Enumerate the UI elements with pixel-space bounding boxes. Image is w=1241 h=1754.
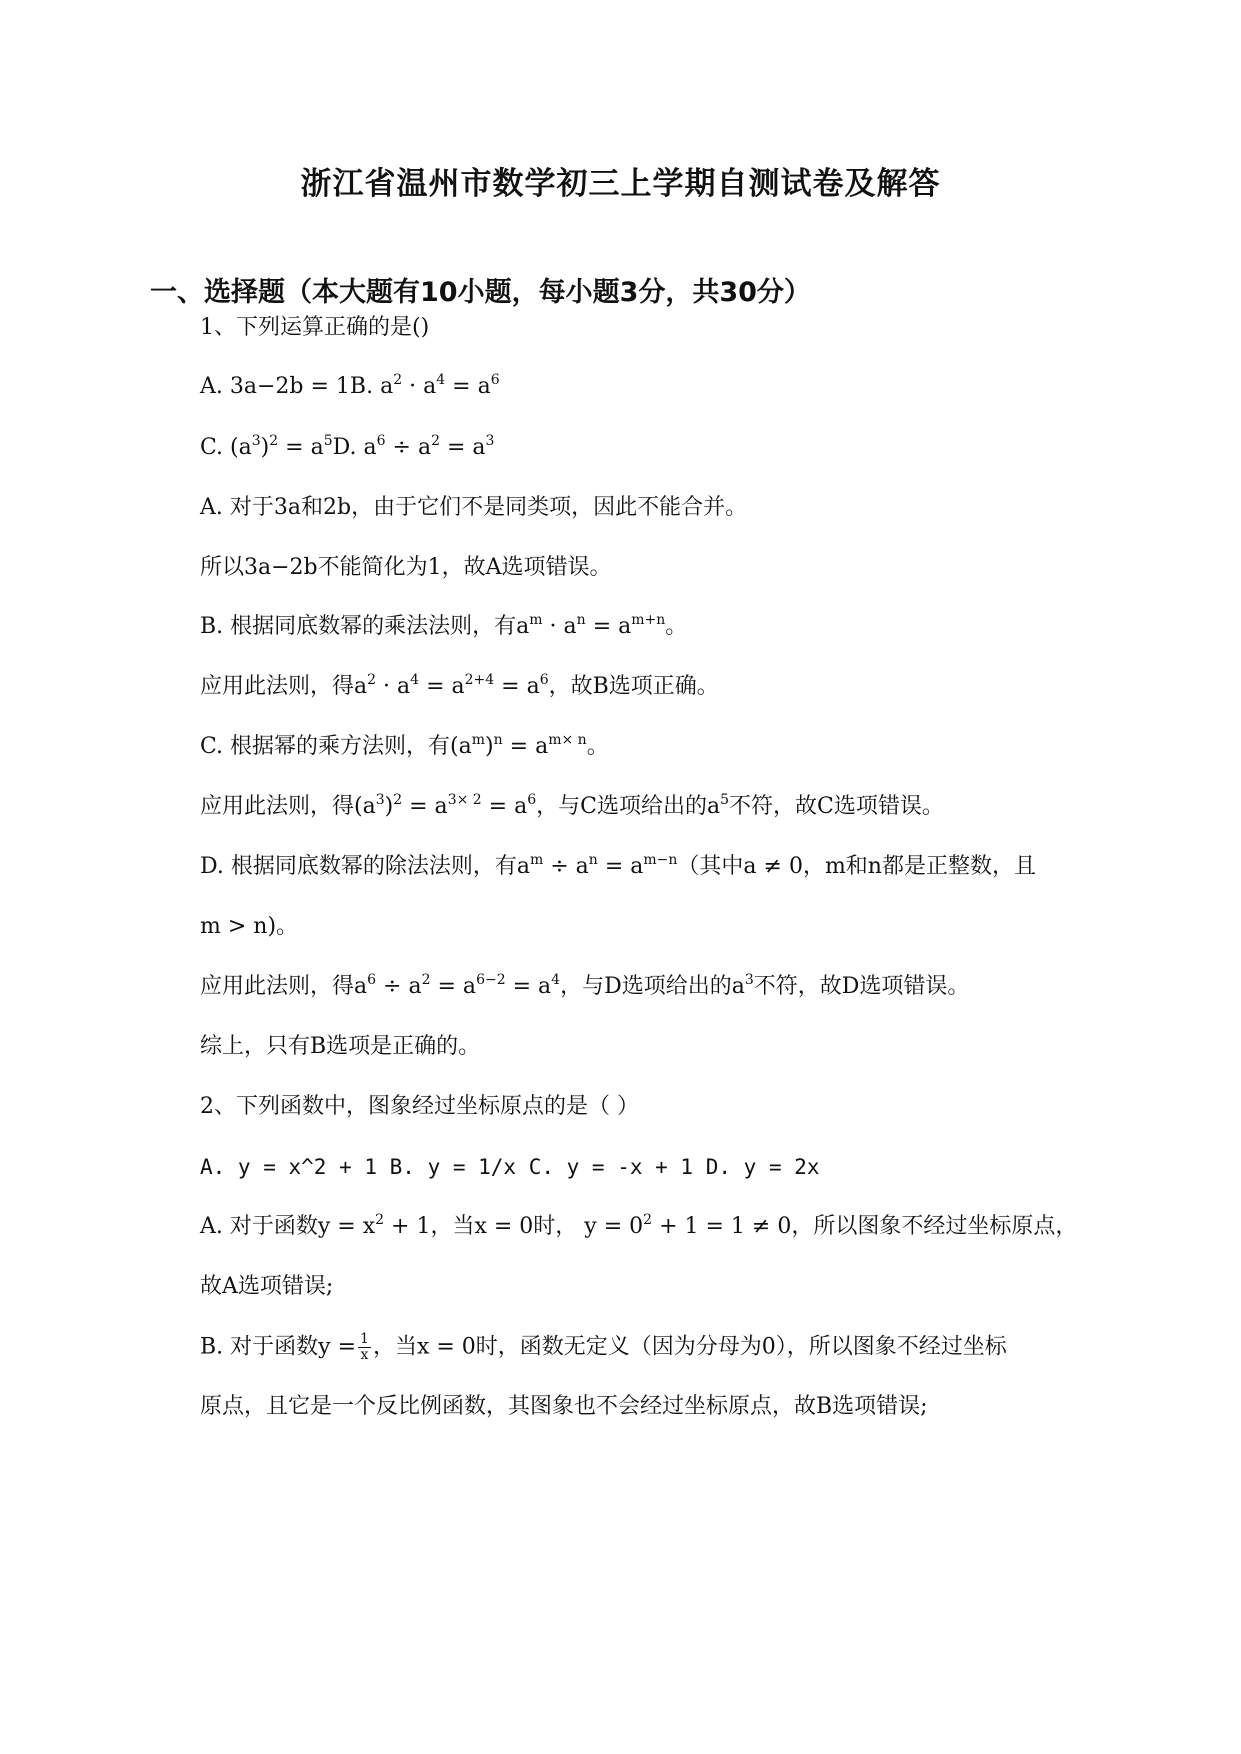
fraction-one-over-x: $\frac{1}{x}$ (360, 1331, 369, 1363)
question-1-options-ab: A. 3a−2b = 1B. $a^2 \cdot a^4 = a^6$ (200, 372, 500, 399)
question-2-stem: 2、下列函数中，图象经过坐标原点的是（ ） (200, 1094, 639, 1119)
answer-b-line-2: 应用此法则，得$a^2 \cdot a^4 = a^{2+4} = a^6$，故B选项正确。 (200, 672, 719, 699)
answer-d-line-1: D. 根据同底数幂的除法法则，有$a^m \div a^n = a^{m-n}$（其中a ≠ 0，m和n都是正整数，且 (200, 852, 1036, 879)
page-title: 浙江省温州市数学初三上学期自测试卷及解答 (300, 166, 941, 202)
question-2-answer-a-line-2: 故A选项错误; (200, 1274, 334, 1299)
question-1-options-cd: C. $(a^3)^2 = a^5D$. $a^6 \div a^2 = a^3$ (200, 433, 495, 460)
question-2-answer-a-line-1: A. 对于函数$y = x^2 + 1$，当x = 0时， $y = 0^2 + 1 = 1 \ne 0$，所以图象不经过坐标原点， (200, 1212, 1078, 1239)
answer-d-line-3: 应用此法则，得$a^6 \div a^2 = a^{6-2} = a^4$，与D选项给出的$a^3$不符，故D选项错误。 (200, 972, 970, 999)
question-2-answer-b-line-1: B. 对于函数y = $\frac{1}{x}$ ，当x = 0时，函数无定义（因为分母为0），所以图象不经过坐标 (200, 1331, 1007, 1363)
answer-c-line-2: 应用此法则，得$(a^3)^2 = a^{3\times 2} = a^6$，与C选项给出的$a^5$不符，故C选项错误。 (200, 792, 944, 819)
section-heading: 一、选择题（本大题有10小题，每小题3分，共30分） (150, 277, 811, 308)
question-2-answer-b-line-2: 原点，且它是一个反比例函数，其图象也不会经过坐标原点，故B选项错误; (200, 1394, 928, 1419)
answer-d-line-2: m > n)。 (200, 914, 299, 939)
question-1-stem: 1、下列运算正确的是() (200, 315, 430, 340)
answer-a-line-2: 所以3a−2b不能简化为1，故A选项错误。 (200, 555, 612, 580)
answer-c-line-1: C. 根据幂的乘方法则，有$(a^m)^n = a^{m\times n}$。 (200, 732, 609, 759)
question-2-options: A. y = x^2 + 1 B. y = 1/x C. y = -x + 1 D. y = 2x (200, 1155, 820, 1179)
question-1-summary: 综上，只有B选项是正确的。 (200, 1034, 481, 1059)
answer-a-line-1: A. 对于3a和2b，由于它们不是同类项，因此不能合并。 (200, 495, 748, 520)
answer-b-line-1: B. 根据同底数幂的乘法法则，有$a^m \cdot a^n = a^{m+n}$。 (200, 612, 688, 639)
